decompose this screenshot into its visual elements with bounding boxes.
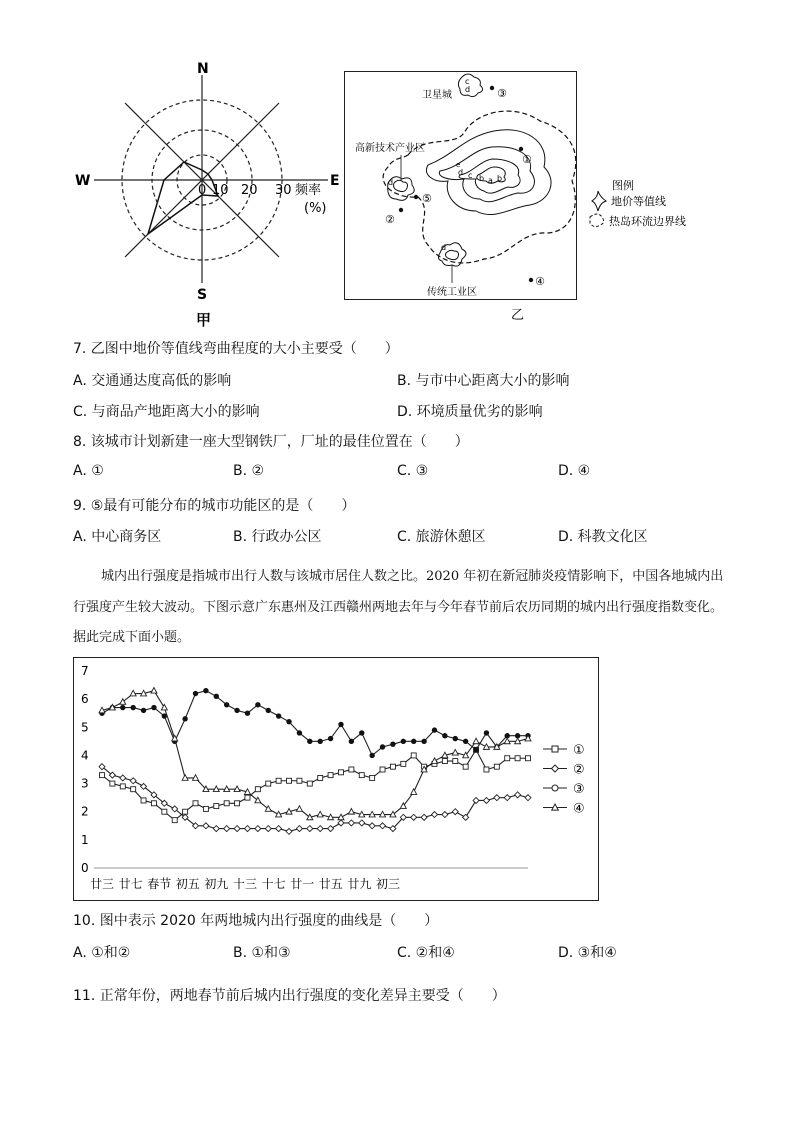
traditional-letter-d: d (441, 243, 447, 252)
data-point (421, 739, 426, 744)
satellite-letter-c: c (465, 77, 470, 86)
data-point (348, 820, 354, 826)
q10-option-c[interactable]: C. ②和④ (397, 945, 455, 961)
question-8: 8. 该城市计划新建一座大型钢铁厂，厂址的最佳位置在（ ） (73, 434, 469, 450)
travel-intensity-chart (73, 657, 599, 901)
q10-option-b[interactable]: B. ①和③ (233, 945, 291, 961)
data-point (338, 770, 343, 775)
data-point (131, 787, 136, 792)
data-point (318, 775, 323, 780)
rose-tick-0: 0 (198, 183, 207, 198)
data-point (266, 708, 271, 713)
hitech-zone-label: 高新技术产业区 (355, 143, 425, 154)
data-point (359, 773, 364, 778)
data-point (120, 705, 125, 710)
hitech-letter-d: d (388, 178, 394, 187)
data-point (235, 801, 240, 806)
data-point (473, 747, 478, 752)
data-point (369, 823, 375, 829)
x-tick-label: 初三 (376, 877, 401, 891)
data-point (348, 809, 354, 815)
data-point (266, 781, 271, 786)
data-point (307, 826, 313, 832)
data-point (193, 691, 198, 696)
data-point (338, 820, 344, 826)
data-point (359, 730, 364, 735)
data-point (452, 749, 458, 755)
rose-tick-10: 10 (212, 183, 229, 198)
data-point (151, 801, 156, 806)
point-2-dot (399, 208, 403, 212)
data-point (182, 716, 187, 721)
data-point (431, 758, 437, 764)
data-point (307, 739, 312, 744)
question-10: 10. 图中表示 2020 年两地城内出行强度的曲线是（ ） (73, 913, 439, 929)
q8-option-a[interactable]: A. ① (73, 463, 104, 479)
legend-marker-1 (552, 746, 558, 752)
data-point (484, 730, 489, 735)
center-letter-b2: b (497, 174, 503, 183)
data-point (203, 688, 208, 693)
x-tick-label: 廿三 (90, 877, 115, 891)
legend-marker-3 (552, 785, 558, 791)
data-point (390, 764, 395, 769)
data-point (349, 739, 354, 744)
point-3-label: ③ (497, 87, 507, 100)
data-point (286, 719, 291, 724)
data-point (504, 795, 510, 801)
data-point (120, 784, 125, 789)
legend-label-4: ④ (573, 801, 585, 817)
satellite-city-label: 卫星城 (422, 90, 452, 101)
y-tick-label: 3 (81, 776, 89, 791)
q10-option-a[interactable]: A. ①和② (73, 945, 131, 961)
data-point (193, 801, 198, 806)
point-5-dot (414, 195, 418, 199)
data-point (296, 806, 302, 812)
center-letter-d: d (458, 168, 464, 177)
y-tick-label: 1 (81, 832, 89, 847)
reading-passage: 城内出行强度是指城市出行人数与该城市居住人数之比。2020 年初在新冠肺炎疫情影响下，中国各地城内出行强度产生较大波动。下图示意广东惠州及江西赣州两地去年与今年春节前后农历同期的城内出行强度指数变化。据此完成下面小题。 (73, 569, 724, 645)
data-point (411, 814, 417, 820)
x-tick-label: 廿九 (347, 877, 372, 891)
data-point (442, 759, 447, 764)
data-point (234, 826, 240, 832)
q8-option-d[interactable]: D. ④ (558, 463, 591, 479)
data-point (453, 759, 458, 764)
x-tick-label: 廿五 (318, 877, 343, 891)
data-point (276, 826, 282, 832)
data-point (463, 764, 468, 769)
legend-marker-2 (552, 765, 559, 772)
data-point (203, 823, 209, 829)
point-4-dot (529, 278, 533, 282)
center-letter-a: a (488, 176, 493, 185)
q7-option-a[interactable]: A. 交通通达度高低的影响 (73, 373, 232, 389)
data-point (265, 826, 271, 832)
legend-contour-label: 地价等值线 (611, 195, 666, 208)
rose-tick-20: 20 (241, 183, 258, 198)
data-point (463, 739, 468, 744)
data-point (161, 704, 167, 710)
data-point (401, 761, 406, 766)
data-point (162, 809, 167, 814)
data-point (525, 795, 531, 801)
data-point (100, 773, 105, 778)
data-point (151, 705, 156, 710)
data-point (203, 806, 208, 811)
data-point (120, 775, 126, 781)
data-point (505, 756, 510, 761)
figure-jia-wind-rose (60, 55, 350, 335)
x-tick-label: 初九 (204, 877, 229, 891)
point-3-dot (490, 86, 494, 90)
rose-west-label: W (75, 173, 91, 189)
data-point (473, 738, 479, 744)
rose-south-label: S (197, 287, 208, 303)
center-letter-c: c (468, 171, 473, 180)
data-point (369, 753, 374, 758)
data-point (214, 804, 219, 809)
data-point (130, 705, 135, 710)
data-point (380, 767, 385, 772)
legend-label-1: ① (573, 743, 585, 758)
point-1-dot (519, 147, 523, 151)
q7-option-c[interactable]: C. 与商品产地距离大小的影响 (73, 404, 260, 420)
data-point (224, 702, 229, 707)
data-point (515, 792, 521, 798)
x-tick-label: 春节 (147, 877, 172, 891)
data-point (297, 730, 302, 735)
q9-option-b[interactable]: B. 行政办公区 (233, 529, 322, 545)
data-point (421, 814, 427, 820)
data-point (452, 809, 458, 815)
data-point (287, 778, 292, 783)
y-tick-label: 7 (81, 664, 89, 678)
legend-title: 图例 (612, 179, 634, 192)
data-point (526, 756, 531, 761)
data-point (401, 739, 406, 744)
data-point (296, 826, 302, 832)
data-point (338, 722, 343, 727)
legend-contour-icon (592, 191, 606, 211)
data-point (380, 744, 385, 749)
data-point (411, 739, 416, 744)
x-tick-label: 廿一 (290, 877, 315, 891)
data-point (515, 756, 520, 761)
x-tick-label: 十七 (261, 877, 286, 891)
data-point (130, 778, 136, 784)
traditional-zone-contour-inner (446, 250, 459, 259)
data-point (245, 795, 250, 800)
question-7: 7. 乙图中地价等值线弯曲程度的大小主要受（ ） (73, 341, 399, 357)
data-point (432, 727, 437, 732)
data-point (276, 713, 281, 718)
data-point (380, 823, 386, 829)
data-point (390, 741, 395, 746)
figure-jia-caption: 甲 (196, 311, 212, 329)
data-point (183, 809, 188, 814)
q8-option-c[interactable]: C. ③ (397, 463, 429, 479)
data-point (307, 781, 312, 786)
q10-option-d[interactable]: D. ③和④ (558, 945, 617, 961)
series-line-3 (102, 691, 528, 756)
heat-island-boundary (383, 111, 576, 263)
legend-boundary-label: 热岛环流边界线 (609, 215, 686, 228)
data-point (244, 826, 250, 832)
data-point (317, 739, 322, 744)
q7-option-d[interactable]: D. 环境质量优劣的影响 (397, 404, 543, 420)
data-point (370, 775, 375, 780)
land-price-contour-2 (439, 147, 534, 202)
data-point (224, 801, 229, 806)
x-tick-label: 十三 (233, 877, 258, 891)
data-point (172, 818, 177, 823)
data-point (255, 826, 261, 832)
question-9: 9. ⑤最有可能分布的城市功能区的是（ ） (73, 498, 356, 514)
legend-label-2: ② (573, 762, 585, 778)
data-point (141, 708, 146, 713)
data-point (473, 797, 479, 803)
point-2-label: ② (385, 213, 395, 226)
y-tick-label: 2 (81, 804, 89, 819)
rose-unit-label: (%) (304, 201, 327, 216)
point-5-label: ⑤ (422, 192, 432, 205)
rose-tick-30: 30 (275, 183, 292, 198)
point-4-label: ④ (535, 275, 545, 288)
q9-option-a[interactable]: A. 中心商务区 (73, 529, 162, 545)
q9-option-d[interactable]: D. 科教文化区 (558, 529, 648, 545)
figure-yi-map (344, 71, 704, 326)
data-point (411, 789, 417, 795)
series-line-2 (102, 767, 528, 832)
traditional-zone-label: 传统工业区 (427, 287, 477, 298)
data-point (328, 826, 334, 832)
data-point (494, 764, 499, 769)
data-point (483, 797, 489, 803)
q8-option-b[interactable]: B. ② (233, 463, 265, 479)
q9-option-c[interactable]: C. 旅游休憩区 (397, 529, 486, 545)
data-point (359, 820, 365, 826)
data-point (442, 812, 448, 818)
question-11: 11. 正常年份，两地春节前后城内出行强度的变化差异主要受（ ） (73, 988, 506, 1004)
x-tick-label: 廿七 (118, 877, 143, 891)
data-point (276, 778, 281, 783)
data-point (234, 708, 239, 713)
y-tick-label: 4 (81, 748, 89, 763)
data-point (463, 814, 469, 820)
data-point (453, 736, 458, 741)
data-point (442, 733, 447, 738)
data-point (213, 826, 219, 832)
data-point (297, 778, 302, 783)
data-point (317, 826, 323, 832)
data-point (255, 787, 260, 792)
data-point (110, 781, 115, 786)
rose-freq-label: 频率 (295, 183, 322, 198)
data-point (286, 828, 292, 834)
rose-east-label: E (330, 173, 340, 189)
data-point (328, 736, 333, 741)
data-point (349, 767, 354, 772)
legend-boundary-icon (590, 214, 604, 227)
x-tick-label: 初五 (175, 877, 200, 891)
satellite-city-contour (458, 74, 482, 97)
center-letter-b: b (479, 174, 485, 183)
data-point (317, 811, 323, 817)
figure-yi-caption: 乙 (511, 308, 525, 323)
hitech-zone-contour-inner (394, 180, 408, 191)
y-tick-label: 5 (81, 720, 89, 735)
center-letter-e: e (456, 161, 461, 169)
satellite-letter-d: d (465, 85, 471, 94)
data-point (255, 702, 260, 707)
data-point (411, 753, 416, 758)
legend-label-3: ③ (573, 782, 585, 797)
data-point (484, 767, 489, 772)
data-point (151, 688, 157, 694)
data-point (431, 812, 437, 818)
point-1-label: ① (522, 153, 532, 166)
data-point (224, 826, 230, 832)
rose-north-label: N (197, 61, 209, 77)
data-point (328, 773, 333, 778)
data-point (245, 711, 250, 716)
y-tick-label: 0 (81, 861, 89, 875)
y-tick-label: 6 (81, 692, 89, 707)
data-point (141, 798, 146, 803)
data-point (214, 694, 219, 699)
data-point (494, 795, 500, 801)
q7-option-b[interactable]: B. 与市中心距离大小的影响 (397, 373, 570, 389)
